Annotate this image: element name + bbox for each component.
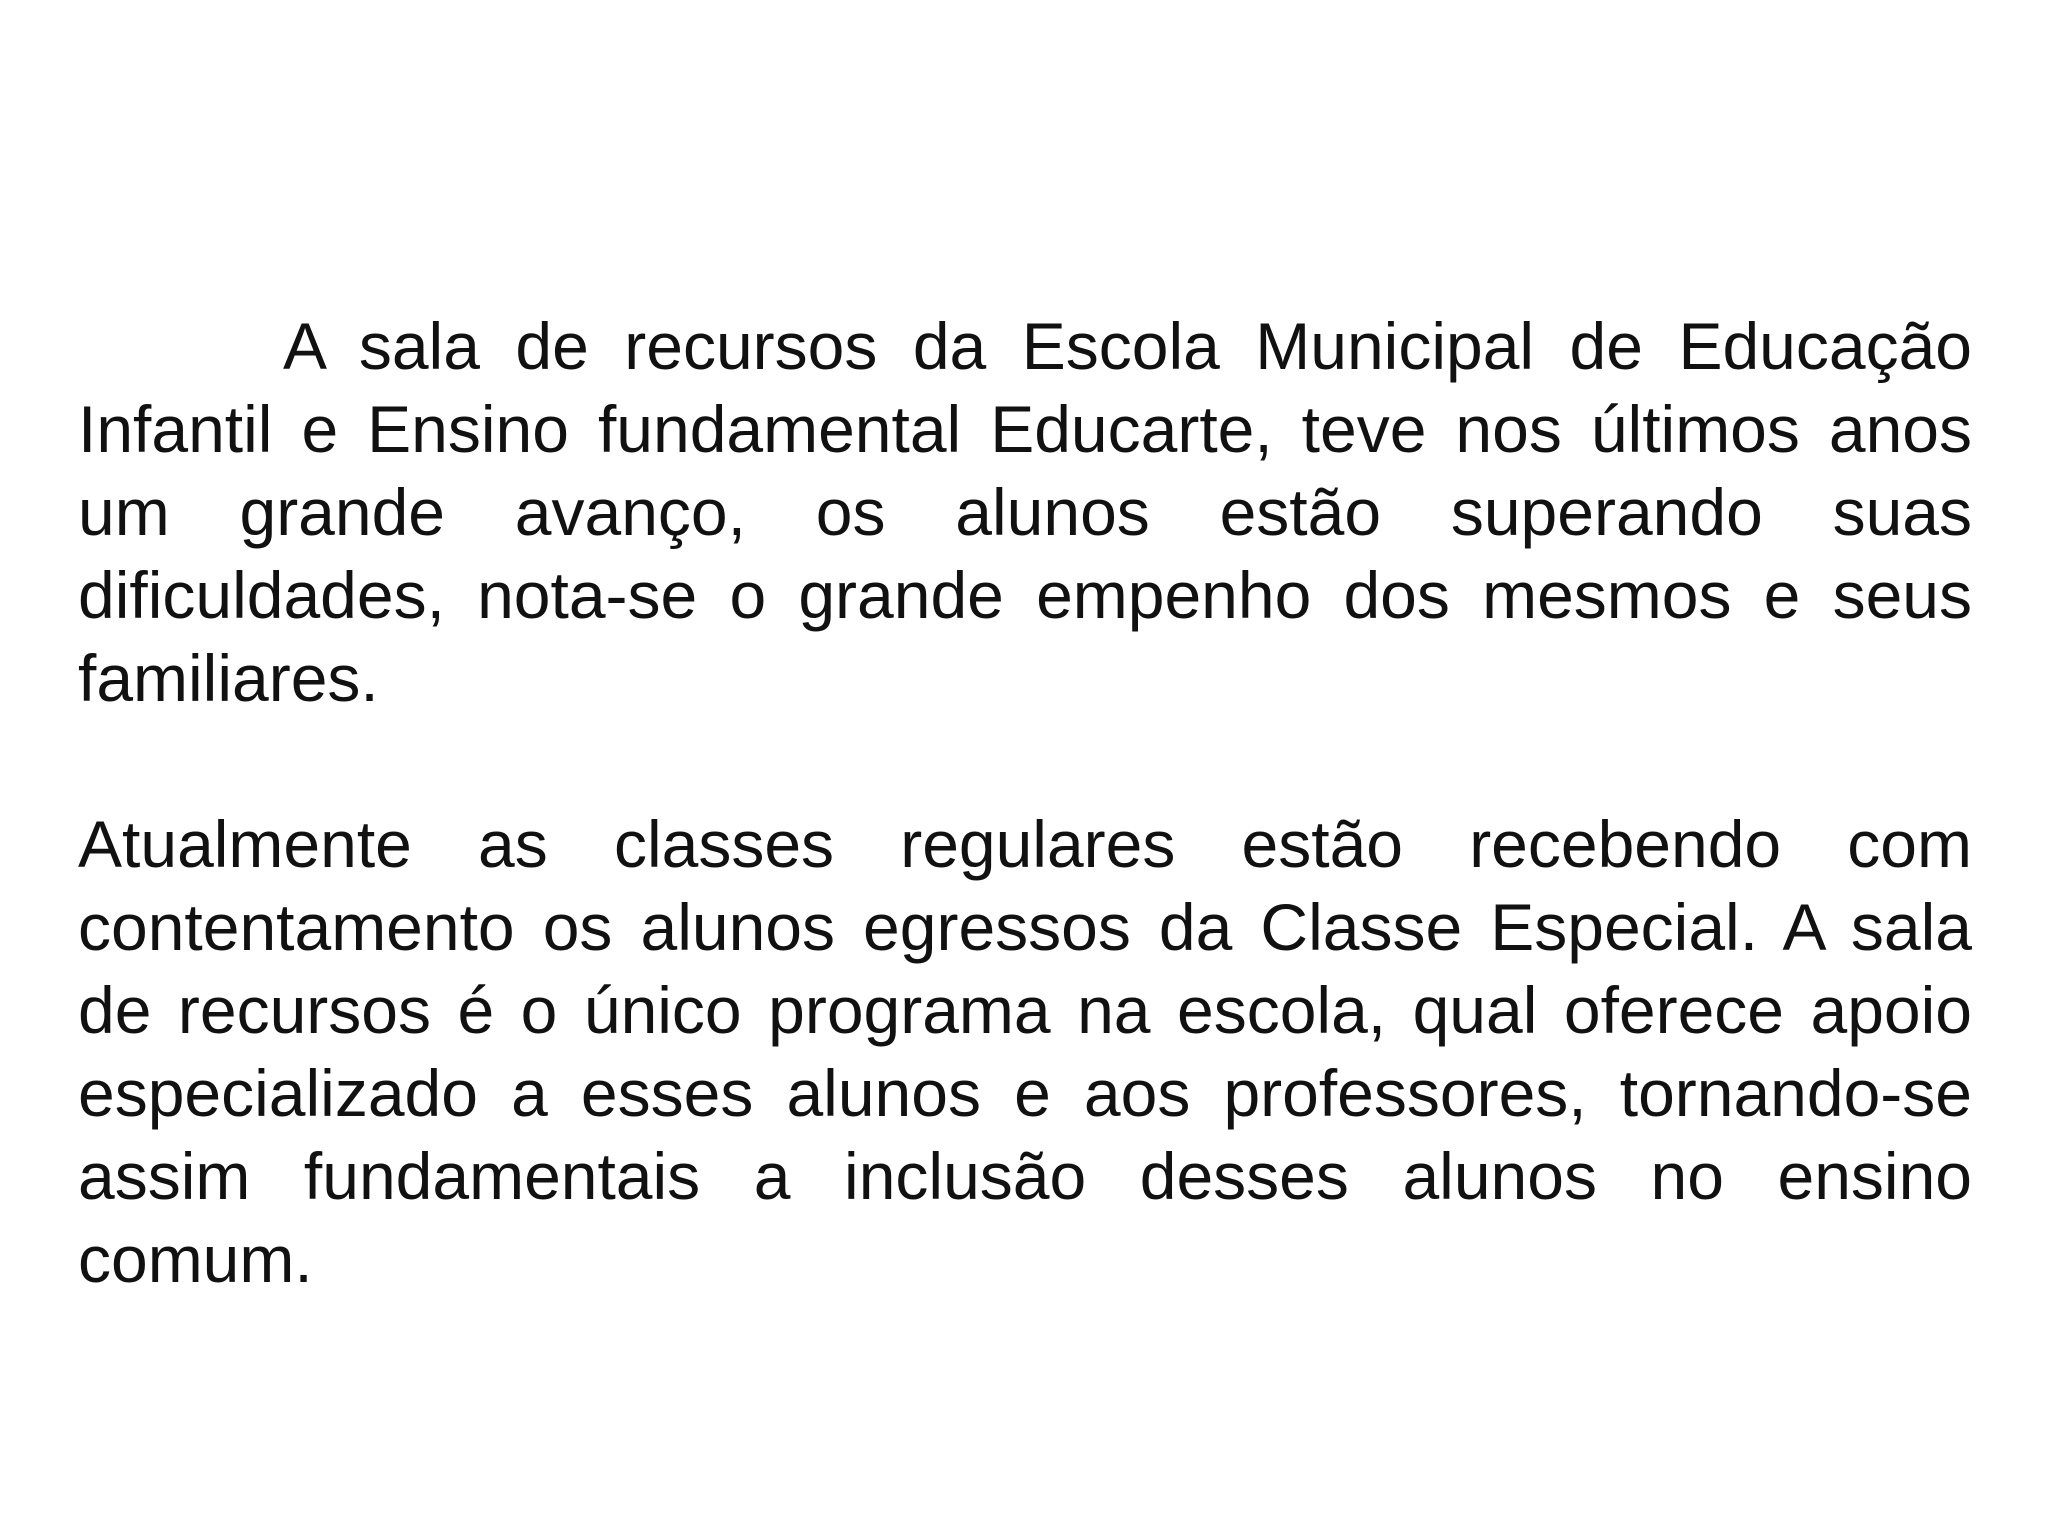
- paragraph-classes-regulares: Atualmente as classes regulares estão recebendo com contentamento os alunos egressos da Classe Especial. A sala de recursos é o único programa na escola, qual oferece apoio especializado a esses alunos e aos professores, tornando-se assim fundamentais a inclusão desses alunos no ensino comum.: [78, 807, 1972, 1296]
- paragraph-sala-de-recursos: A sala de recursos da Escola Municipal de Educação Infantil e Ensino fundamental Educarte, teve nos últimos anos um grande avanço, os alunos estão superando suas dificuldades, nota-se o grande empenho dos mesmos e seus familiares.: [78, 309, 1972, 715]
- body-text: [78, 305, 1972, 1301]
